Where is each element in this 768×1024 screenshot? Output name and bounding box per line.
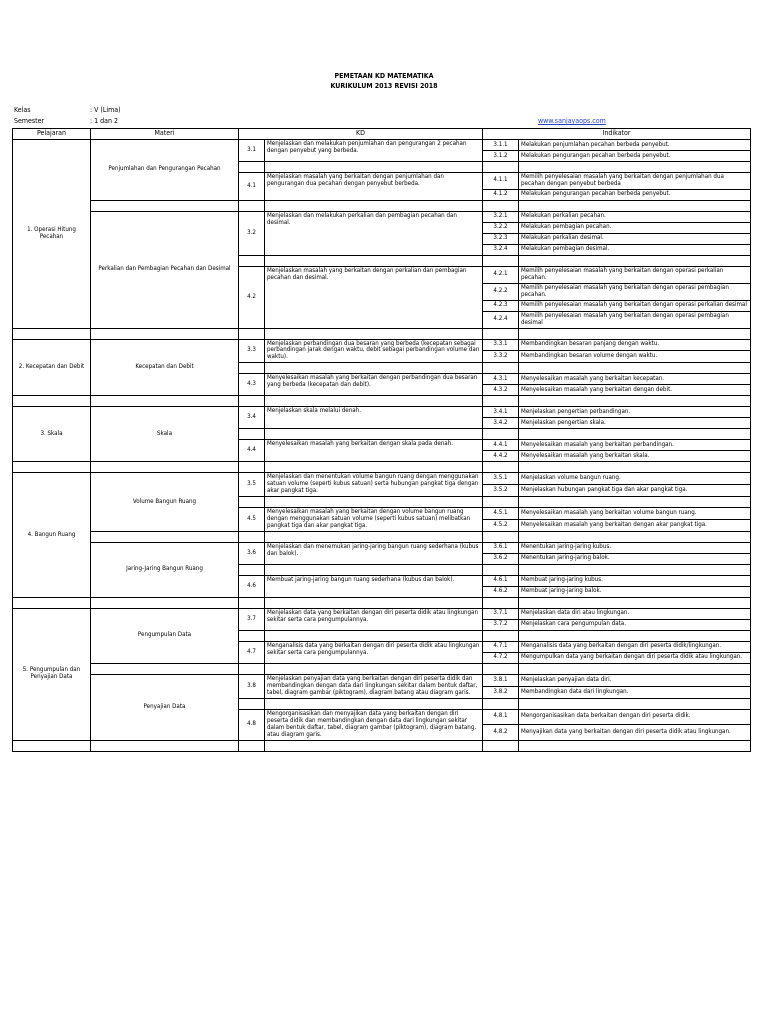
kd-text: Menjelaskan masalah yang berkaitan dengan penjumlahan dan pengurangan dua pecahan dengan penyebut berbeda. bbox=[265, 173, 483, 201]
spacer-cell bbox=[519, 462, 751, 473]
kd-number: 3.3 bbox=[239, 339, 265, 363]
spacer-cell bbox=[265, 328, 483, 339]
spacer-cell bbox=[265, 255, 483, 266]
kd-number: 4.1 bbox=[239, 173, 265, 201]
indikator-number: 4.3.1 bbox=[483, 374, 519, 385]
indikator-text: Memilih penyelesaian masalah yang berkaitan dengan operasi pembagian pecahan. bbox=[519, 283, 751, 300]
indikator-number: 3.3.2 bbox=[483, 351, 519, 363]
spacer-cell bbox=[91, 462, 239, 473]
spacer-cell bbox=[265, 162, 483, 173]
materi-cell: Kecepatan dan Debit bbox=[91, 339, 239, 396]
spacer-cell bbox=[483, 663, 519, 674]
kd-number: 4.5 bbox=[239, 508, 265, 532]
kd-mapping-table bbox=[12, 128, 751, 752]
spacer-cell bbox=[519, 328, 751, 339]
indikator-number: 3.8.2 bbox=[483, 686, 519, 698]
pelajaran-cell: 2. Kecepatan dan Debit bbox=[13, 339, 91, 396]
kd-text: Menjelaskan penyajian data yang berkaitan dengan diri peserta didik dan membandingkan dengan data dari lingkungan sekitar dalam bentuk daftar, tabel, diagram gambar (piktogram), diagram batang atau diagram garis. bbox=[265, 674, 483, 698]
kd-number: 4.3 bbox=[239, 374, 265, 396]
kd-number: 4.4 bbox=[239, 440, 265, 462]
table-row bbox=[13, 542, 751, 553]
indikator-text: Melakukan pembagian pecahan. bbox=[519, 222, 751, 233]
kd-text: Menjelaskan dan menemukan jaring-jaring bangun ruang sederhana (kubus dan balok). bbox=[265, 542, 483, 564]
indikator-number: 4.8.2 bbox=[483, 725, 519, 740]
materi-cell: Perkalian dan Pembagian Pecahan dan Desimal bbox=[91, 211, 239, 328]
spacer-cell bbox=[239, 255, 265, 266]
indikator-number: 4.8.1 bbox=[483, 709, 519, 724]
indikator-text: Menjelaskan data diri atau lingkungan. bbox=[519, 608, 751, 619]
indikator-number: 4.5.1 bbox=[483, 508, 519, 520]
indikator-text: Menyelesaikan masalah yang berkaitan volume bangun ruang. bbox=[519, 508, 751, 520]
spacer-cell bbox=[265, 531, 483, 542]
spacer-cell bbox=[265, 698, 483, 709]
spacer-cell bbox=[13, 740, 91, 751]
materi-cell: Penjumlahan dan Pengurangan Pecahan bbox=[91, 140, 239, 201]
kd-number: 3.5 bbox=[239, 473, 265, 497]
indikator-text: Menjelaskan pengertian skala. bbox=[519, 418, 751, 429]
indikator-text: Menentukan jaring-jaring balok. bbox=[519, 553, 751, 564]
table-row bbox=[13, 407, 751, 418]
indikator-number: 3.2.1 bbox=[483, 211, 519, 222]
materi-cell: Skala bbox=[91, 407, 239, 462]
spacer-cell bbox=[519, 531, 751, 542]
spacer-cell bbox=[519, 698, 751, 709]
spacer-cell bbox=[483, 255, 519, 266]
pelajaran-cell: 4. Bangun Ruang bbox=[13, 473, 91, 598]
indikator-text: Membuat jaring-jaring kubus. bbox=[519, 575, 751, 586]
indikator-text: Membuat jaring-jaring balok. bbox=[519, 586, 751, 597]
spacer-cell bbox=[239, 698, 265, 709]
spacer-cell bbox=[239, 630, 265, 641]
spacer-cell bbox=[265, 564, 483, 575]
spacer-cell bbox=[265, 429, 483, 440]
spacer-cell bbox=[239, 663, 265, 674]
indikator-number: 4.1.1 bbox=[483, 173, 519, 190]
kd-text: Menganalisis data yang berkaitan dengan diri peserta didik atau lingkungan sekitar serta cara pengumpulannya. bbox=[265, 641, 483, 663]
kd-number: 4.7 bbox=[239, 641, 265, 663]
semester-label: Semester bbox=[14, 117, 45, 125]
kd-text: Mengorganisasikan dan menyajikan data yang berkaitan dengan diri peserta didik dan membandingkan dengan data dari lingkungan sekitar dalam bentuk daftar, tabel, diagram gambar (piktogram), diagram batang, atau diagram garis. bbox=[265, 709, 483, 740]
spacer-cell bbox=[483, 429, 519, 440]
kd-number: 3.4 bbox=[239, 407, 265, 429]
indikator-text: Menyelesaikan masalah yang berkaitan dengan debit. bbox=[519, 385, 751, 396]
kd-number: 3.2 bbox=[239, 211, 265, 255]
pelajaran-cell: 1. Operasi Hitung Pecahan bbox=[13, 140, 91, 329]
kd-number: 3.1 bbox=[239, 140, 265, 162]
spacer-cell bbox=[519, 396, 751, 407]
indikator-number: 3.8.1 bbox=[483, 674, 519, 686]
indikator-number: 3.1.2 bbox=[483, 151, 519, 162]
spacer-cell bbox=[91, 328, 239, 339]
materi-cell: Pengumpulan Data bbox=[91, 608, 239, 663]
spacer-cell bbox=[519, 429, 751, 440]
spacer-cell bbox=[265, 200, 483, 211]
indikator-text: Menyelesaikan masalah yang berkaitan kecepatan. bbox=[519, 374, 751, 385]
spacer-cell bbox=[265, 396, 483, 407]
spacer-cell bbox=[483, 200, 519, 211]
spacer-cell bbox=[519, 255, 751, 266]
kd-number: 4.8 bbox=[239, 709, 265, 740]
indikator-number: 3.2.4 bbox=[483, 244, 519, 255]
spacer-cell bbox=[265, 497, 483, 508]
spacer-row bbox=[13, 200, 751, 211]
kd-text: Menjelaskan dan melakukan penjumlahan dan pengurangan 2 pecahan dengan penyebut yang berbeda. bbox=[265, 140, 483, 162]
header-kd: KD bbox=[239, 129, 483, 140]
spacer-cell bbox=[519, 597, 751, 608]
indikator-text: Memilih penyelesaian masalah yang berkaitan dengan operasi pembagian desimal bbox=[519, 311, 751, 328]
indikator-text: Melakukan perkalian desimal. bbox=[519, 233, 751, 244]
spacer-row bbox=[13, 740, 751, 751]
spacer-cell bbox=[483, 740, 519, 751]
indikator-number: 3.5.2 bbox=[483, 485, 519, 497]
spacer-cell bbox=[239, 363, 265, 374]
table-row bbox=[13, 473, 751, 485]
spacer-row bbox=[13, 531, 751, 542]
indikator-text: Melakukan perkalian pecahan. bbox=[519, 211, 751, 222]
spacer-cell bbox=[483, 162, 519, 173]
spacer-cell bbox=[239, 597, 265, 608]
indikator-text: Menyelesaikan masalah yang berkaitan perbandingan. bbox=[519, 440, 751, 451]
indikator-number: 3.2.3 bbox=[483, 233, 519, 244]
spacer-cell bbox=[265, 630, 483, 641]
spacer-cell bbox=[483, 564, 519, 575]
kd-text: Menjelaskan dan melakukan perkalian dan pembagian pecahan dan desimal. bbox=[265, 211, 483, 255]
indikator-number: 3.4.2 bbox=[483, 418, 519, 429]
semester-value: : 1 dan 2 bbox=[90, 117, 118, 125]
indikator-number: 4.2.2 bbox=[483, 283, 519, 300]
spacer-cell bbox=[265, 597, 483, 608]
spacer-cell bbox=[239, 497, 265, 508]
materi-cell: Volume Bangun Ruang bbox=[91, 473, 239, 532]
spacer-cell bbox=[519, 363, 751, 374]
indikator-number: 4.3.2 bbox=[483, 385, 519, 396]
indikator-number: 4.7.2 bbox=[483, 652, 519, 663]
indikator-text: Menjelaskan penyajian data diri. bbox=[519, 674, 751, 686]
table-row bbox=[13, 674, 751, 686]
kd-text: Menyelesaikan masalah yang berkaitan dengan skala pada denah. bbox=[265, 440, 483, 462]
indikator-text: Memilih penyelesaian masalah yang berkaitan dengan penjumlahan dua pecahan dengan penyebut berbeda bbox=[519, 173, 751, 190]
spacer-cell bbox=[519, 497, 751, 508]
materi-cell: Penyajian Data bbox=[91, 674, 239, 740]
header-pelajaran: Pelajaran bbox=[13, 129, 91, 140]
indikator-text: Membandingkan besaran volume dengan waktu. bbox=[519, 351, 751, 363]
indikator-text: Menyelesaikan masalah yang berkaitan dengan akar pangkat tiga. bbox=[519, 520, 751, 532]
spacer-cell bbox=[239, 429, 265, 440]
indikator-number: 3.6.1 bbox=[483, 542, 519, 553]
indikator-number: 3.5.1 bbox=[483, 473, 519, 485]
indikator-text: Melakukan pembagian desimal. bbox=[519, 244, 751, 255]
indikator-number: 4.7.1 bbox=[483, 641, 519, 652]
kd-number: 3.7 bbox=[239, 608, 265, 630]
spacer-cell bbox=[519, 630, 751, 641]
spacer-cell bbox=[91, 200, 239, 211]
spacer-row bbox=[13, 462, 751, 473]
indikator-text: Membandingkan besaran panjang dengan waktu. bbox=[519, 339, 751, 351]
indikator-text: Menjelaskan pengertian perbandingan. bbox=[519, 407, 751, 418]
table-row bbox=[13, 211, 751, 222]
header-indikator: Indikator bbox=[483, 129, 751, 140]
indikator-text: Menjelaskan volume bangun ruang. bbox=[519, 473, 751, 485]
spacer-cell bbox=[13, 462, 91, 473]
spacer-cell bbox=[483, 531, 519, 542]
spacer-cell bbox=[519, 564, 751, 575]
indikator-number: 4.1.2 bbox=[483, 189, 519, 200]
spacer-cell bbox=[239, 162, 265, 173]
indikator-text: Melakukan pengurangan pecahan berbeda penyebut. bbox=[519, 189, 751, 200]
spacer-cell bbox=[13, 396, 91, 407]
spacer-cell bbox=[483, 698, 519, 709]
spacer-cell bbox=[519, 162, 751, 173]
kd-text: Menyelesaikan masalah yang berkaitan dengan volume bangun ruang dengan menggunakan satuan volume (seperti kubus satuan) melibatkan pangkat tiga dan akar pangkat tiga. bbox=[265, 508, 483, 532]
indikator-text: Melakukan pengurangan pecahan berbeda penyebut. bbox=[519, 151, 751, 162]
spacer-row bbox=[13, 597, 751, 608]
table-row bbox=[13, 339, 751, 351]
spacer-cell bbox=[483, 462, 519, 473]
indikator-number: 4.5.2 bbox=[483, 520, 519, 532]
indikator-number: 4.4.2 bbox=[483, 451, 519, 462]
spacer-cell bbox=[13, 597, 91, 608]
indikator-text: Membandingkan data dari lingkungan. bbox=[519, 686, 751, 698]
spacer-cell bbox=[483, 328, 519, 339]
header-materi: Materi bbox=[91, 129, 239, 140]
spacer-cell bbox=[91, 396, 239, 407]
spacer-cell bbox=[91, 740, 239, 751]
kd-text: Menyelesaikan masalah yang berkaitan dengan perbandingan dua besaran yang berbeda (kecepatan dan debit). bbox=[265, 374, 483, 396]
indikator-number: 3.1.1 bbox=[483, 140, 519, 151]
spacer-cell bbox=[239, 564, 265, 575]
indikator-text: Mengorganisasikan data berkaitan dengan diri peserta didik. bbox=[519, 709, 751, 724]
indikator-number: 4.2.1 bbox=[483, 266, 519, 283]
kd-number: 4.2 bbox=[239, 266, 265, 328]
spacer-cell bbox=[265, 740, 483, 751]
kd-text: Menjelaskan dan menentukan volume bangun ruang dengan menggunakan satuan volume (seperti kubus satuan) serta hubungan pangkat tiga dengan akar pangkat tiga. bbox=[265, 473, 483, 497]
spacer-cell bbox=[483, 597, 519, 608]
spacer-cell bbox=[483, 630, 519, 641]
indikator-number: 4.2.4 bbox=[483, 311, 519, 328]
kd-text: Menjelaskan masalah yang berkaitan dengan perkalian dan pembagian pecahan dan desimal. bbox=[265, 266, 483, 328]
spacer-cell bbox=[239, 328, 265, 339]
website-link[interactable]: www.sanjayaops.com bbox=[538, 117, 606, 125]
indikator-number: 4.2.3 bbox=[483, 300, 519, 311]
spacer-row bbox=[13, 663, 751, 674]
materi-cell: Jaring-Jaring Bangun Ruang bbox=[91, 542, 239, 597]
indikator-number: 3.7.2 bbox=[483, 619, 519, 630]
kd-number: 4.6 bbox=[239, 575, 265, 597]
kelas-value: : V (Lima) bbox=[90, 106, 121, 114]
spacer-cell bbox=[265, 363, 483, 374]
kd-number: 3.6 bbox=[239, 542, 265, 564]
kd-number: 3.8 bbox=[239, 674, 265, 698]
indikator-text: Menentukan jaring-jaring kubus. bbox=[519, 542, 751, 553]
indikator-text: Memilih penyelesaian masalah yang berkaitan dengan operasi perkalian desimal bbox=[519, 300, 751, 311]
kelas-label: Kelas bbox=[14, 106, 31, 114]
pelajaran-cell: 5. Pengumpulan dan Penyajian Data bbox=[13, 608, 91, 740]
kd-text: Menjelaskan perbandingan dua besaran yang berbeda (kecepatan sebagai perbandingan jarak dengan waktu, debit sebagai perbandingan volume dan waktu). bbox=[265, 339, 483, 363]
indikator-number: 4.4.1 bbox=[483, 440, 519, 451]
indikator-text: Melakukan penjumlahan pecahan berbeda penyebut. bbox=[519, 140, 751, 151]
spacer-cell bbox=[239, 531, 265, 542]
indikator-number: 3.4.1 bbox=[483, 407, 519, 418]
indikator-text: Menjelaskan cara pengumpulan data. bbox=[519, 619, 751, 630]
spacer-cell bbox=[483, 497, 519, 508]
indikator-text: Memilih penyelesaian masalah yang berkaitan dengan operasi perkalian pecahan. bbox=[519, 266, 751, 283]
spacer-cell bbox=[239, 200, 265, 211]
table-row bbox=[13, 608, 751, 619]
kd-text: Menjelaskan skala melalui denah. bbox=[265, 407, 483, 429]
indikator-number: 4.6.1 bbox=[483, 575, 519, 586]
document-subtitle: KURIKULUM 2013 REVISI 2018 bbox=[330, 82, 438, 90]
table-row bbox=[13, 140, 751, 151]
indikator-text: Menyajikan data yang berkaitan dengan diri peserta didik atau lingkungan. bbox=[519, 725, 751, 740]
pelajaran-cell: 3. Skala bbox=[13, 407, 91, 462]
spacer-cell bbox=[239, 396, 265, 407]
indikator-text: Menjelaskan hubungan pangkat tiga dan akar pangkat tiga. bbox=[519, 485, 751, 497]
spacer-cell bbox=[91, 597, 239, 608]
spacer-cell bbox=[265, 663, 483, 674]
spacer-cell bbox=[519, 200, 751, 211]
spacer-cell bbox=[13, 328, 91, 339]
document-title: PEMETAAN KD MATEMATIKA bbox=[334, 72, 434, 80]
kd-text: Membuat jaring-jaring bangun ruang sederhana (kubus dan balok). bbox=[265, 575, 483, 597]
spacer-row bbox=[13, 396, 751, 407]
kd-text: Menjelaskan data yang berkaitan dengan diri peserta didik atau lingkungan sekitar serta cara pengumpulannya. bbox=[265, 608, 483, 630]
spacer-cell bbox=[483, 396, 519, 407]
indikator-text: Menyelesaikan masalah yang berkaitan skala. bbox=[519, 451, 751, 462]
table-body bbox=[13, 140, 751, 752]
indikator-number: 3.3.1 bbox=[483, 339, 519, 351]
spacer-cell bbox=[239, 740, 265, 751]
spacer-row bbox=[13, 328, 751, 339]
indikator-text: Menganalisis data yang berkaitan dengan diri peserta didik/lingkungan. bbox=[519, 641, 751, 652]
spacer-cell bbox=[239, 462, 265, 473]
spacer-cell bbox=[519, 663, 751, 674]
indikator-number: 3.7.1 bbox=[483, 608, 519, 619]
spacer-cell bbox=[265, 462, 483, 473]
indikator-text: Mengumpulkan data yang berkaitan dengan diri peserta didik atau lingkungan. bbox=[519, 652, 751, 663]
spacer-cell bbox=[91, 531, 239, 542]
spacer-cell bbox=[519, 740, 751, 751]
indikator-number: 3.2.2 bbox=[483, 222, 519, 233]
indikator-number: 4.6.2 bbox=[483, 586, 519, 597]
spacer-cell bbox=[483, 363, 519, 374]
spacer-cell bbox=[91, 663, 239, 674]
indikator-number: 3.6.2 bbox=[483, 553, 519, 564]
